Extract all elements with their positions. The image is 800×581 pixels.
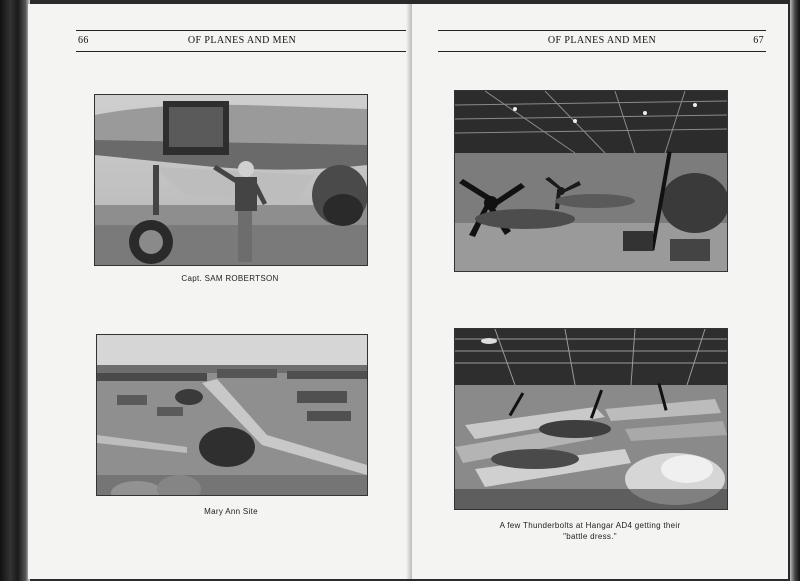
caption-thunderbolts-line1: A few Thunderbolts at Hangar AD4 getting their [499,521,681,530]
photo-mary-ann-site [96,334,368,496]
photo-thunderbolts-hangar [454,328,728,510]
caption-thunderbolts-line2: "battle dress." [563,532,617,541]
book-spine-left [0,0,30,581]
right-page [412,4,788,579]
running-head-right: OF PLANES AND MEN [547,35,657,46]
left-page-header [76,30,408,52]
caption-captain: Capt. SAM ROBERTSON [181,274,279,283]
right-page-header [438,30,766,52]
page-number-right: 67 [753,35,764,46]
left-page [28,4,411,579]
photo-captain-aircraft [94,94,368,266]
photo-hangar-interior [454,90,728,272]
caption-mary-ann-site: Mary Ann Site [204,507,258,516]
running-head-left: OF PLANES AND MEN [187,35,297,46]
page-number-left: 66 [78,35,89,46]
book-edge-right [790,0,800,581]
caption-thunderbolts [454,520,726,542]
